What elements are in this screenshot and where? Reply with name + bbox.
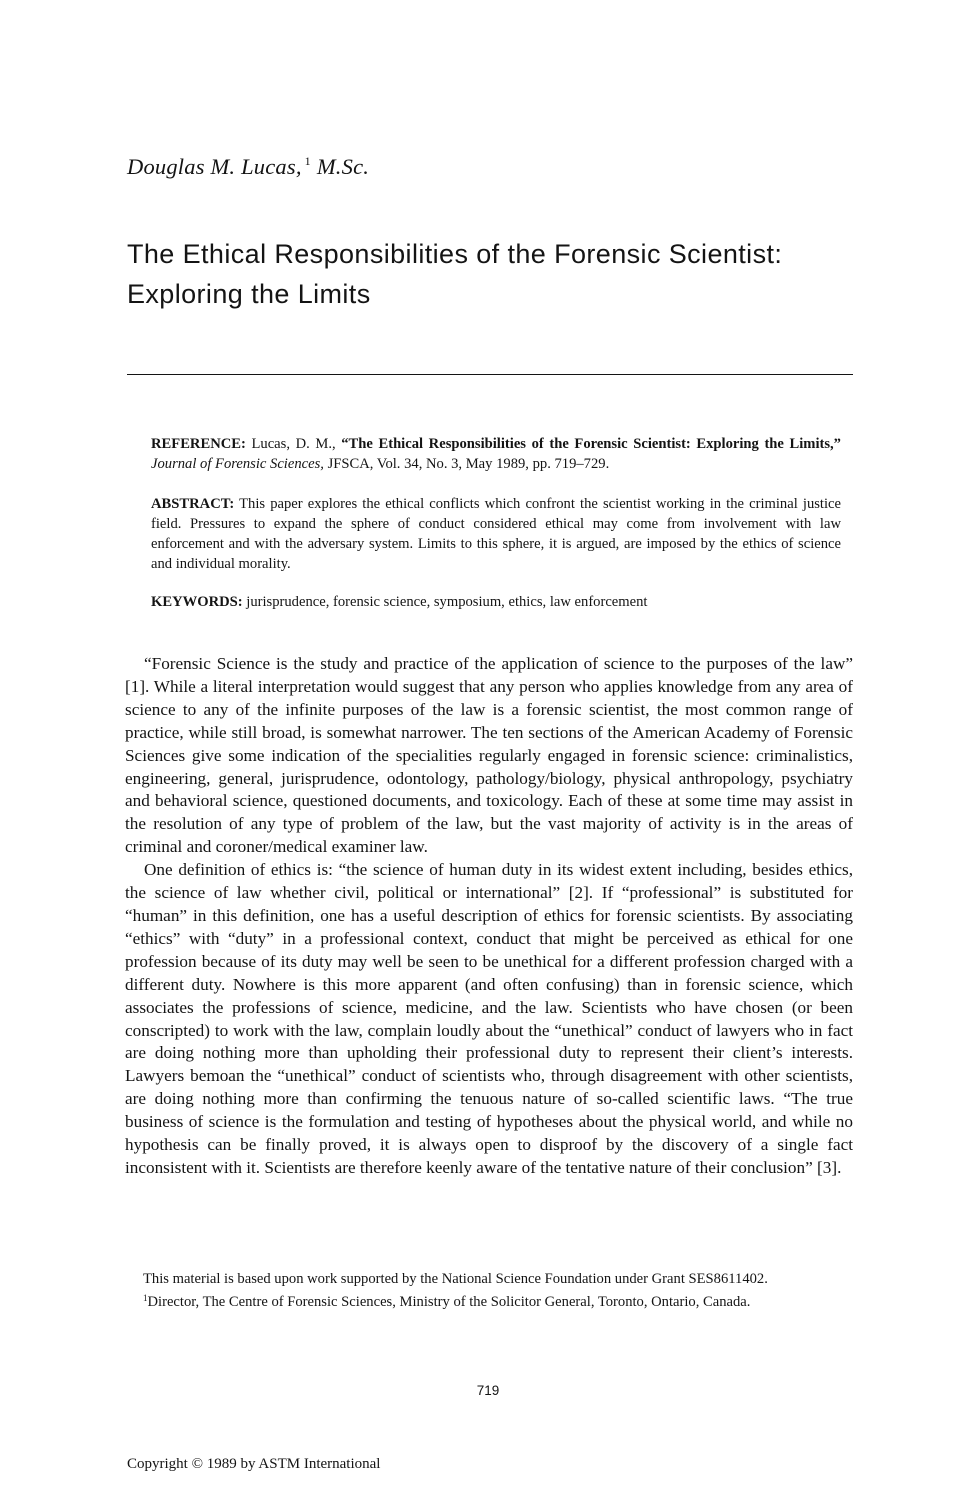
body-paragraph-2: One definition of ethics is: “the science of human duty in its widest extent including, besides ethics, the science of law whether civil, political or international” [2]. If “professional” is substituted for “human” in this definition, one has a useful description of ethics for forensic scientists. By associating “ethics” with “duty” in a professional context, conduct that might be perceived as ethical for one profession because of its duty may well be seen to be unethical for a different profession charged with a different duty. Nowhere is this more apparent (and often confusing) than in forensic science, which associates the professions of science, medicine, and the law. Scientists who have chosen (or been conscripted) to work with the law, complain loudly about the “unethical” conduct of lawyers who in fact are doing nothing more than upholding their professional duty to represent their client’s interests. Lawyers bemoan the “unethical” conduct of scientists who, through disagreement with other scientists, are doing nothing more than confirming the tenuous nature of so-called scientific laws. “The true business of science is the formulation and testing of hypotheses about the physical world, and while no hypothesis can be finally proved, it is always open to disproof by the discovery of a single fact inconsistent with it. Scientists are therefore keenly aware of the tentative nature of their conclusion” [3].	[125, 860, 853, 1177]
keywords-block	[151, 592, 841, 612]
abstract-text: This paper explores the ethical conflicts which confront the scientist working in the criminal justice field. Pressures to expand the sphere of conduct considered ethical may come from involvement with law enforcement and with the adversary system. Limits to this sphere, it is argued, are imposed by the ethics of science and individual morality.	[151, 496, 841, 572]
reference-author: Lucas, D. M.,	[245, 436, 342, 452]
footnotes	[127, 1270, 853, 1312]
reference-journal: Journal of Forensic Sciences,	[151, 456, 324, 472]
author-name: Douglas M. Lucas,	[127, 154, 302, 179]
author-degree: M.Sc.	[316, 154, 370, 179]
keywords-label: KEYWORDS:	[151, 594, 243, 610]
affiliation-footnote-mark: 1	[143, 1292, 148, 1303]
body-text	[125, 653, 853, 1180]
author-footnote-mark: 1	[304, 154, 311, 168]
page-number: 719	[476, 1383, 500, 1398]
funding-footnote: This material is based upon work supported by the National Science Foundation under Grant SES8611402.	[143, 1271, 768, 1287]
reference-block	[151, 434, 841, 474]
title-divider	[127, 374, 853, 375]
reference-details: JFSCA, Vol. 34, No. 3, May 1989, pp. 719–729.	[323, 456, 610, 472]
keywords-text: jurisprudence, forensic science, symposium, ethics, law enforcement	[242, 594, 648, 610]
article-title: The Ethical Responsibilities of the Forensic Scientist: Exploring the Limits	[127, 239, 783, 309]
abstract-label: ABSTRACT:	[151, 496, 235, 512]
copyright-notice: Copyright © 1989 by ASTM International	[127, 1456, 381, 1472]
reference-label: REFERENCE:	[151, 436, 246, 452]
affiliation-footnote	[127, 1289, 853, 1312]
author-line	[127, 154, 369, 180]
body-paragraph-1: “Forensic Science is the study and practice of the application of science to the purposes of the law” [1]. While a literal interpretation would suggest that any person who applies knowledge from any area of science to any of the infinite purposes of the law is a forensic scientist, the most common range of practice, while still broad, is somewhat narrower. The ten sections of the American Academy of Forensic Sciences give some indication of the specialities regularly engaged in forensic science: criminalistics, engineering, general, jurisprudence, odontology, pathology/biology, physical anthropology, psychiatry and behavioral science, questioned documents, and toxicology. Each of these at some time may assist in the resolution of any type of problem of the law, but the vast majority of activity is in the areas of criminal and coroner/medical examiner law.	[125, 654, 853, 857]
affiliation-text: Director, The Centre of Forensic Sciences, Ministry of the Solicitor General, Toronto, Ontario, Canada.	[147, 1293, 751, 1310]
abstract-block	[151, 494, 841, 574]
reference-article-title: “The Ethical Responsibilities of the Forensic Scientist: Exploring the Limits,”	[341, 436, 841, 452]
